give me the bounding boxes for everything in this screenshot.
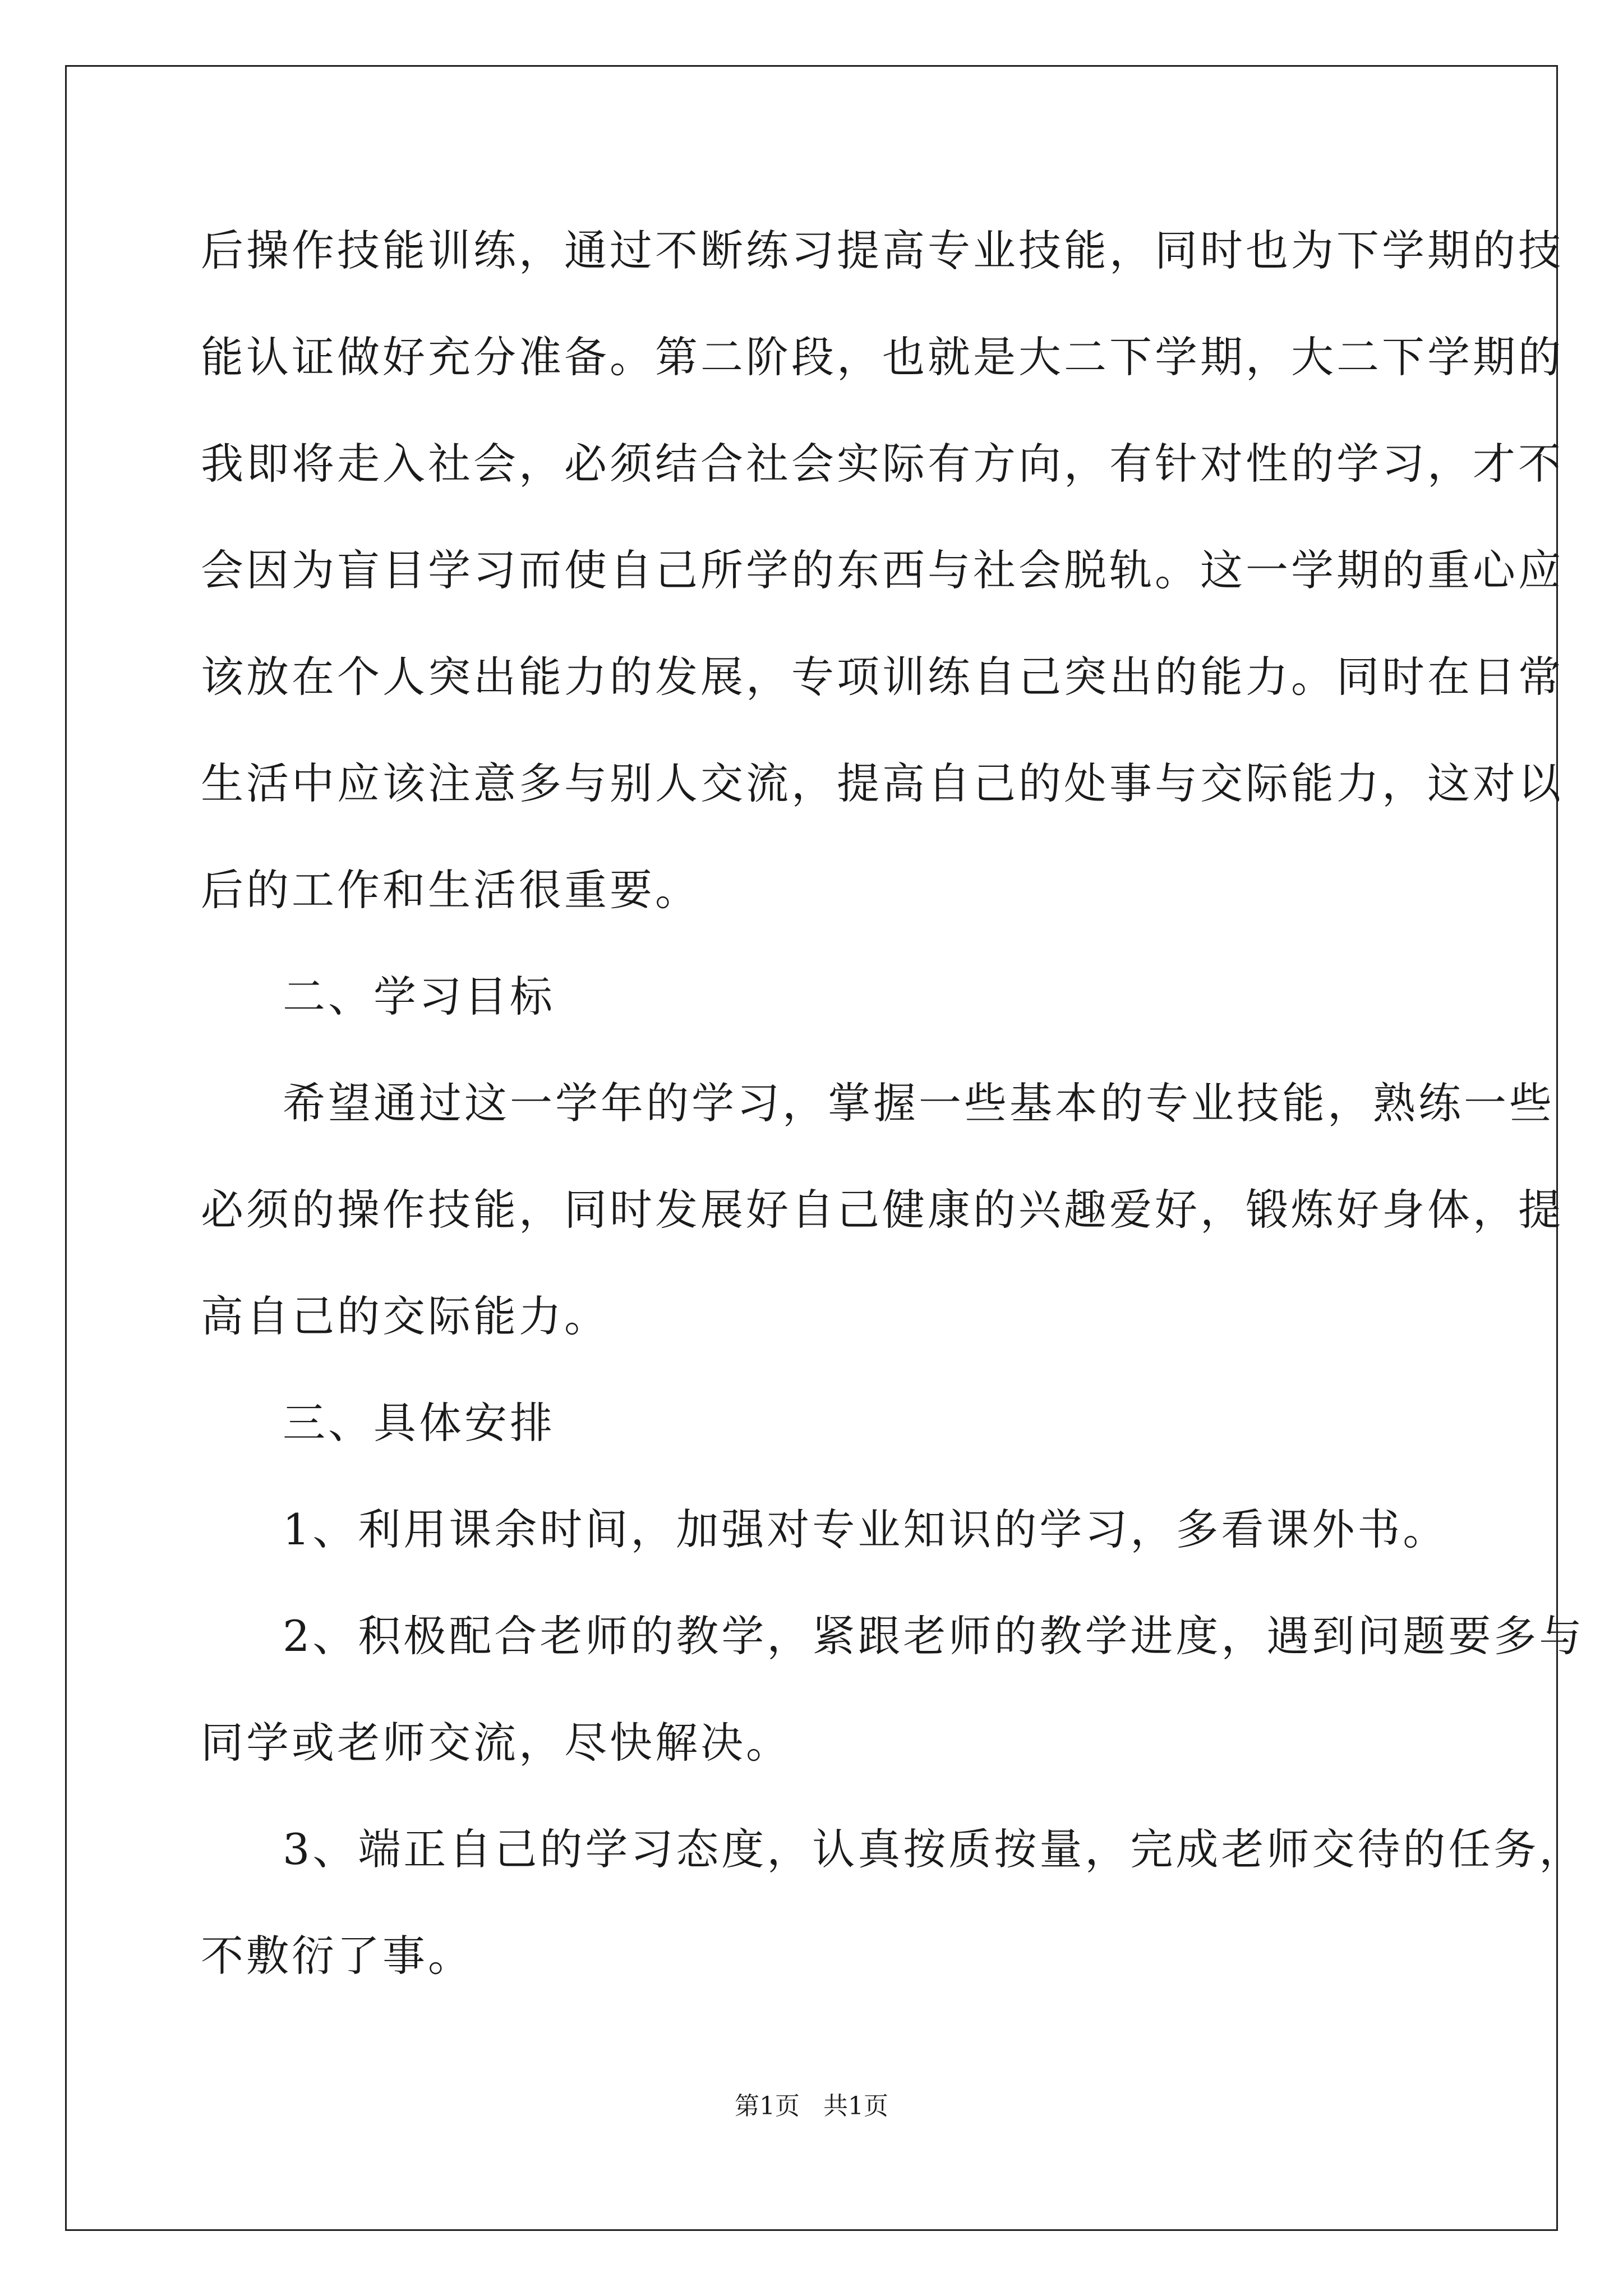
text-line: 会因为盲目学习而使自己所学的东西与社会脱轨。这一学期的重心应: [201, 545, 1564, 595]
list-item-3: [201, 1807, 1585, 2021]
section-heading-arrangement: [201, 1381, 1429, 1488]
text-line: 不敷衍了事。: [201, 1931, 473, 1981]
paragraph-continued-text: [201, 209, 1564, 955]
list-item-2: [201, 1594, 1585, 1807]
text-line: 2、积极配合老师的教学，紧跟老师的教学进度，遇到问题要多与: [283, 1611, 1585, 1661]
text-line: 3、端正自己的学习态度，认真按质按量，完成老师交待的任务，: [283, 1824, 1585, 1874]
paragraph-goals: [201, 1061, 1564, 1381]
text-line: 生活中应该注意多与别人交流，提高自己的处事与交际能力，这对以: [201, 758, 1564, 808]
text-line: 后的工作和生活很重要。: [201, 865, 700, 915]
text-line: 必须的操作技能，同时发展好自己健康的兴趣爱好，锻炼好身体，提: [201, 1185, 1564, 1235]
text-line: 我即将走入社会，必须结合社会实际有方向，有针对性的学习，才不: [201, 439, 1564, 489]
document-body: [201, 209, 1585, 2021]
page-number-footer: 第1页 共1页: [735, 2092, 888, 2120]
text-line: 后操作技能训练，通过不断练习提高专业技能，同时也为下学期的技: [201, 226, 1564, 275]
text-line: 能认证做好充分准备。第二阶段，也就是大二下学期，大二下学期的: [201, 332, 1564, 382]
heading-line: 三、具体安排: [283, 1398, 555, 1448]
section-heading-goals: [201, 955, 1429, 1061]
heading-line: 二、学习目标: [283, 972, 555, 1022]
text-line: 同学或老师交流，尽快解决。: [201, 1718, 791, 1768]
text-line: 该放在个人突出能力的发展，专项训练自己突出的能力。同时在日常: [201, 652, 1564, 702]
list-item-1: [201, 1488, 1449, 1594]
text-line: 高自己的交际能力。: [201, 1291, 610, 1341]
text-line: 1、利用课余时间，加强对专业知识的学习，多看课外书。: [283, 1504, 1449, 1554]
text-line: 希望通过这一学年的学习，掌握一些基本的专业技能，熟练一些: [283, 1078, 1555, 1128]
